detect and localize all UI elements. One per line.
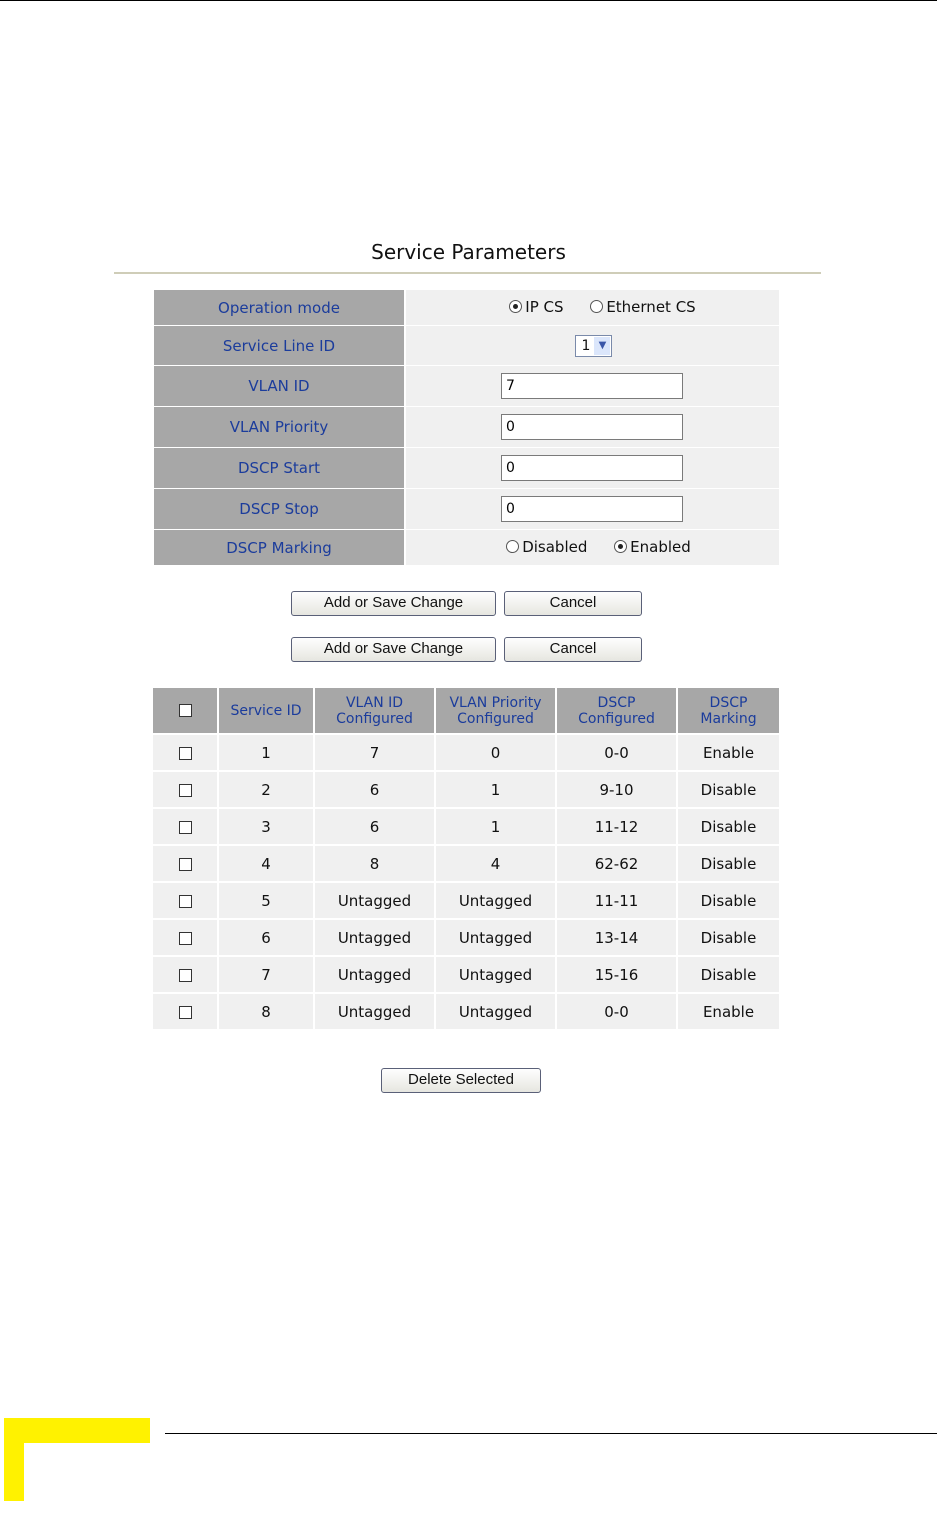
radio-ip-cs-icon[interactable] [509,300,522,313]
cell-marking: Disable [677,771,779,808]
services-table [153,688,779,1029]
row-checkbox[interactable] [179,932,192,945]
radio-ethernet-cs-icon[interactable] [590,300,603,313]
row-select-cell [153,919,218,956]
dscp-stop-input[interactable] [501,496,683,522]
vlan-priority-label: VLAN Priority [154,407,405,448]
cell-vlan-priority: Untagged [435,956,556,993]
cell-vlan-priority: 1 [435,771,556,808]
radio-enabled-label: Enabled [630,537,691,556]
cell-service-id: 6 [218,919,314,956]
header-dscp-configured [556,688,677,734]
table-header-row [153,688,779,734]
row-select-cell [153,734,218,771]
cell-dscp: 9-10 [556,771,677,808]
header-vlan-id [314,688,435,734]
cell-vlan-priority: 0 [435,734,556,771]
table-row [153,919,779,956]
radio-enabled-icon[interactable] [614,540,627,553]
cell-dscp: 0-0 [556,993,677,1029]
table-row [153,734,779,771]
footer-rule [165,1433,937,1434]
table-row [153,771,779,808]
header-dscp-marking [677,688,779,734]
header-service-id: Service ID [218,688,314,734]
radio-disabled[interactable] [506,538,587,556]
radio-disabled-label: Disabled [522,537,588,556]
cell-vlan-id: Untagged [314,993,435,1029]
top-rule [0,0,937,1]
vlan-priority-cell [405,407,779,448]
vlan-priority-input[interactable] [501,414,683,440]
cell-service-id: 4 [218,845,314,882]
dscp-marking-options [405,530,779,566]
table-row [153,993,779,1029]
row-checkbox[interactable] [179,895,192,908]
cell-dscp: 15-16 [556,956,677,993]
cell-dscp: 11-12 [556,808,677,845]
cell-vlan-id: 6 [314,771,435,808]
vlan-id-input[interactable] [501,373,683,399]
footer-yellow-block [4,1418,150,1443]
cell-marking: Disable [677,808,779,845]
cell-dscp: 62-62 [556,845,677,882]
radio-ethernet-cs-label: Ethernet CS [606,297,696,316]
cell-marking: Enable [677,734,779,771]
radio-ethernet-cs[interactable] [590,298,695,316]
row-select-cell [153,771,218,808]
chevron-down-icon[interactable]: ▼ [594,337,610,355]
service-line-id-value: 1 [581,337,591,354]
header-vlan-priority [435,688,556,734]
row-select-cell [153,956,218,993]
cell-vlan-id: Untagged [314,919,435,956]
service-line-id-cell [405,326,779,366]
row-checkbox[interactable] [179,1006,192,1019]
table-row [153,808,779,845]
row-checkbox[interactable] [179,747,192,760]
header-dscp-line2: Configured [578,710,655,727]
cell-service-id: 5 [218,882,314,919]
cancel-button[interactable]: Cancel [504,591,642,616]
add-save-button-2[interactable]: Add or Save Change [291,637,496,662]
header-vlan-priority-line2: Configured [457,710,534,727]
header-vlan-id-line1: VLAN ID [345,694,404,711]
operation-mode-options [405,290,779,326]
cell-service-id: 7 [218,956,314,993]
service-parameters-form [154,289,779,566]
header-marking-line2: Marking [700,710,757,727]
row-checkbox[interactable] [179,858,192,871]
cell-service-id: 2 [218,771,314,808]
row-select-cell [153,882,218,919]
vlan-id-cell [405,366,779,407]
dscp-start-input[interactable] [501,455,683,481]
table-row [153,882,779,919]
cell-vlan-priority: Untagged [435,882,556,919]
operation-mode-label: Operation mode [154,290,405,326]
vlan-id-label: VLAN ID [154,366,405,407]
dscp-stop-label: DSCP Stop [154,489,405,530]
cell-service-id: 1 [218,734,314,771]
cancel-button-2[interactable]: Cancel [504,637,642,662]
cell-vlan-id: 8 [314,845,435,882]
row-checkbox[interactable] [179,784,192,797]
header-dscp-line1: DSCP [597,694,636,711]
header-marking-line1: DSCP [709,694,748,711]
page-title: Service Parameters [371,240,566,264]
cell-vlan-priority: 4 [435,845,556,882]
cell-vlan-priority: Untagged [435,919,556,956]
row-select-cell [153,845,218,882]
radio-ip-cs-label: IP CS [525,297,564,316]
title-divider [114,272,821,274]
footer-yellow-bar [4,1418,24,1501]
radio-ip-cs[interactable] [509,298,563,316]
row-select-cell [153,993,218,1029]
row-checkbox[interactable] [179,969,192,982]
cell-vlan-id: 6 [314,808,435,845]
cell-service-id: 3 [218,808,314,845]
cell-dscp: 11-11 [556,882,677,919]
cell-vlan-priority: 1 [435,808,556,845]
cell-marking: Disable [677,956,779,993]
cell-service-id: 8 [218,993,314,1029]
row-select-cell [153,808,218,845]
cell-marking: Disable [677,919,779,956]
dscp-marking-label: DSCP Marking [154,530,405,566]
add-save-button[interactable]: Add or Save Change [291,591,496,616]
cell-marking: Disable [677,882,779,919]
radio-enabled[interactable] [614,538,691,556]
service-line-id-select[interactable] [575,335,613,357]
cell-vlan-priority: Untagged [435,993,556,1029]
cell-marking: Enable [677,993,779,1029]
cell-vlan-id: 7 [314,734,435,771]
cell-vlan-id: Untagged [314,882,435,919]
select-all-cell [153,688,218,734]
cell-vlan-id: Untagged [314,956,435,993]
delete-selected-button[interactable]: Delete Selected [381,1068,541,1093]
select-all-checkbox[interactable] [179,704,192,717]
dscp-start-cell [405,448,779,489]
dscp-stop-cell [405,489,779,530]
radio-disabled-icon[interactable] [506,540,519,553]
cell-dscp: 0-0 [556,734,677,771]
row-checkbox[interactable] [179,821,192,834]
dscp-start-label: DSCP Start [154,448,405,489]
table-row [153,956,779,993]
header-vlan-priority-line1: VLAN Priority [449,694,542,711]
table-row [153,845,779,882]
header-vlan-id-line2: Configured [336,710,413,727]
cell-dscp: 13-14 [556,919,677,956]
service-line-id-label: Service Line ID [154,326,405,366]
cell-marking: Disable [677,845,779,882]
